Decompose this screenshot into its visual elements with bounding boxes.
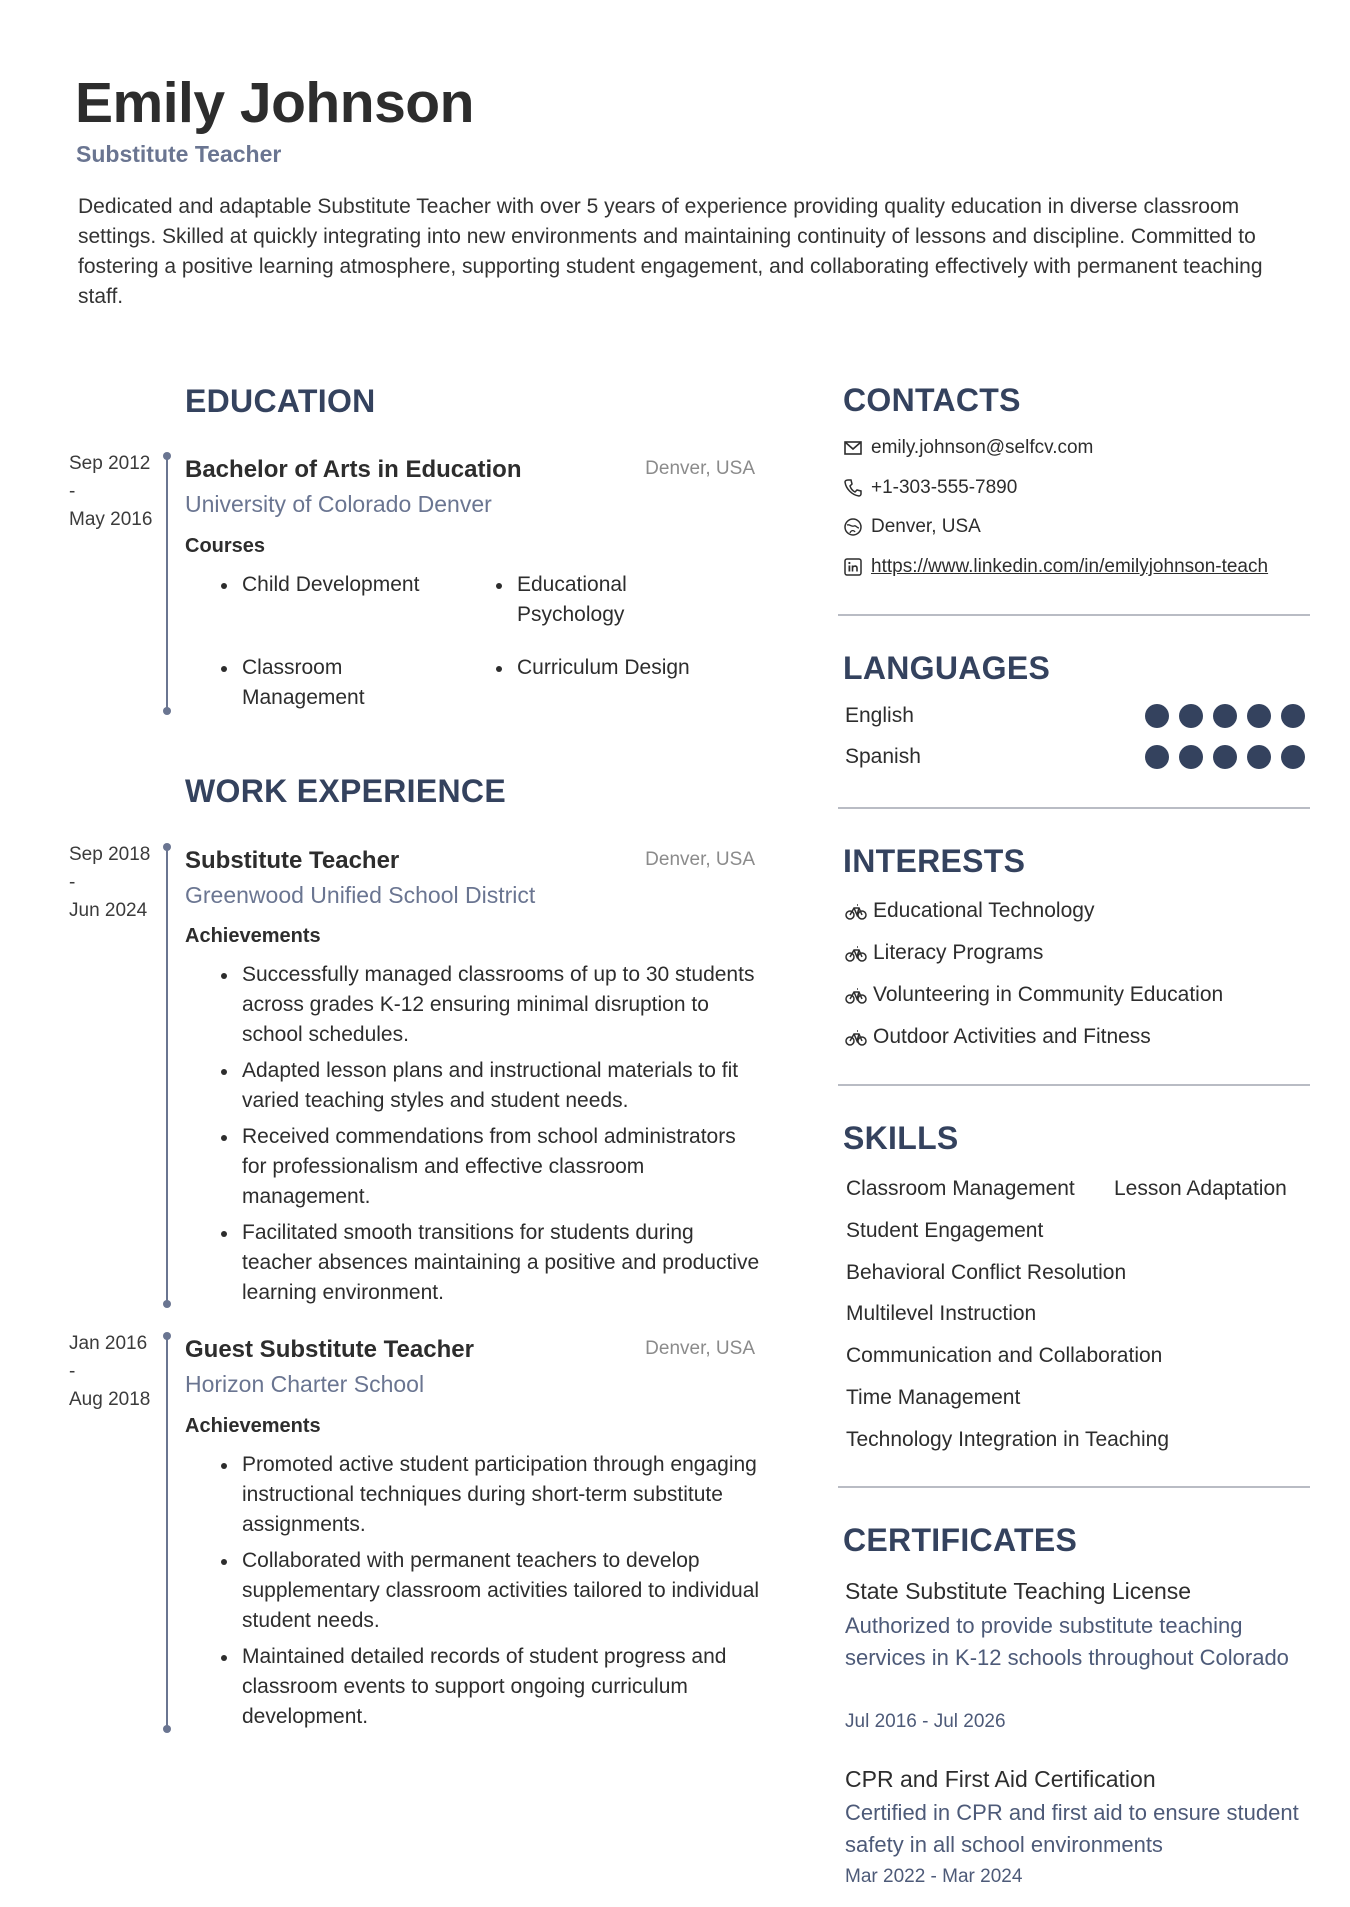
bicycle-icon <box>845 900 867 922</box>
interest-label: Outdoor Activities and Fitness <box>873 1025 1151 1048</box>
level-dot <box>1145 704 1169 728</box>
date-separator: - <box>69 481 76 502</box>
certificate-description: Certified in CPR and first aid to ensure student safety in all school environments <box>845 1800 1299 1857</box>
skill-item: Technology Integration in Teaching <box>846 1428 1170 1451</box>
date-separator: - <box>69 1361 76 1382</box>
resume-summary: Dedicated and adaptable Substitute Teacher with over 5 years of experience providing quality education in diverse classroom settings. Skilled at quickly integrating into new environments and maintaining continuity of lessons and discipline. Committed to fostering a positive learning atmosphere, supporting student engagement, and collaborating effectively with permanent teaching staff. <box>78 195 1263 308</box>
level-dot <box>1281 704 1305 728</box>
list-item: Maintained detailed records of student progress and classroom events to support ongoing curriculum development. <box>242 1642 762 1732</box>
courses-label: Courses <box>185 535 266 557</box>
skills-heading: SKILLS <box>843 1120 959 1156</box>
job-start-date: Jan 2016 <box>69 1333 148 1354</box>
timeline-line <box>166 456 168 711</box>
achievements-label: Achievements <box>185 1415 321 1437</box>
section-divider <box>838 807 1310 809</box>
timeline-dot <box>163 707 171 715</box>
timeline-dot <box>163 1725 171 1733</box>
education-end-date: May 2016 <box>69 509 153 530</box>
job-end-date: Aug 2018 <box>69 1389 151 1410</box>
contact-location <box>843 516 981 538</box>
phone-icon <box>843 478 863 498</box>
level-dot <box>1179 704 1203 728</box>
education-heading: EDUCATION <box>185 383 376 419</box>
job-organization: Horizon Charter School <box>185 1371 425 1397</box>
bicycle-icon <box>845 1026 867 1048</box>
section-divider <box>838 614 1310 616</box>
timeline-dot <box>163 1300 171 1308</box>
education-start-date: Sep 2012 <box>69 453 151 474</box>
level-dot <box>1281 745 1305 769</box>
course-item: Educational Psychology <box>517 570 697 630</box>
job-role: Guest Substitute Teacher <box>185 1336 474 1363</box>
course-item: Classroom Management <box>242 653 422 713</box>
globe-icon <box>843 517 863 537</box>
skill-item: Classroom Management <box>846 1177 1075 1200</box>
achievements-list <box>242 960 762 1314</box>
education-degree: Bachelor of Arts in Education <box>185 456 522 483</box>
list-item: Received commendations from school administrators for professionalism and effective classroom management. <box>242 1122 762 1212</box>
certificate-description: Authorized to provide substitute teaching services in K-12 schools throughout Colorado <box>845 1613 1289 1670</box>
list-item: Facilitated smooth transitions for students during teacher absences maintaining a positive and productive learning environment. <box>242 1218 762 1308</box>
list-item: Promoted active student participation through engaging instructional techniques during short-term substitute assignments. <box>242 1450 762 1540</box>
bicycle-icon <box>845 984 867 1006</box>
certificate-dates: Jul 2016 - Jul 2026 <box>845 1711 1006 1732</box>
level-dot <box>1247 704 1271 728</box>
contact-linkedin <box>843 556 1268 578</box>
email-text[interactable]: emily.johnson@selfcv.com <box>871 437 1094 458</box>
resume-name: Emily Johnson <box>75 71 474 135</box>
education-location: Denver, USA <box>645 458 755 479</box>
interest-label: Volunteering in Community Education <box>873 983 1224 1006</box>
skill-item: Lesson Adaptation <box>1114 1177 1287 1200</box>
certificate-name: State Substitute Teaching License <box>845 1578 1192 1604</box>
contact-email <box>843 437 1093 459</box>
contacts-heading: CONTACTS <box>843 382 1021 418</box>
certificate-name: CPR and First Aid Certification <box>845 1766 1156 1792</box>
level-dot <box>1213 704 1237 728</box>
location-text: Denver, USA <box>871 516 981 537</box>
level-dot <box>1213 745 1237 769</box>
languages-heading: LANGUAGES <box>843 650 1051 686</box>
language-row <box>845 745 1305 769</box>
timeline-line <box>166 847 168 1304</box>
interests-heading: INTERESTS <box>843 843 1026 879</box>
language-name: Spanish <box>845 745 921 768</box>
course-item: Curriculum Design <box>517 653 737 683</box>
bicycle-icon <box>845 942 867 964</box>
achievements-label: Achievements <box>185 925 321 947</box>
language-name: English <box>845 704 914 727</box>
linkedin-link[interactable]: https://www.linkedin.com/in/emilyjohnson-teach <box>871 556 1269 577</box>
job-start-date: Sep 2018 <box>69 844 151 865</box>
interest-item <box>845 983 1223 1007</box>
certificates-heading: CERTIFICATES <box>843 1522 1078 1558</box>
skill-item: Multilevel Instruction <box>846 1302 1037 1325</box>
job-organization: Greenwood Unified School District <box>185 882 536 908</box>
certificate-dates: Mar 2022 - Mar 2024 <box>845 1866 1023 1887</box>
date-separator: - <box>69 872 76 893</box>
level-dot <box>1247 745 1271 769</box>
interest-item <box>845 1025 1151 1049</box>
language-row <box>845 704 1305 728</box>
skill-item: Behavioral Conflict Resolution <box>846 1261 1127 1284</box>
work-heading: WORK EXPERIENCE <box>185 773 506 809</box>
list-item: Successfully managed classrooms of up to 30 students across grades K-12 ensuring minimal disruption to school schedules. <box>242 960 762 1050</box>
resume-job-title: Substitute Teacher <box>76 141 282 167</box>
interest-item <box>845 941 1043 965</box>
envelope-icon <box>843 438 863 458</box>
phone-text[interactable]: +1-303-555-7890 <box>871 477 1018 498</box>
level-dot <box>1179 745 1203 769</box>
interest-label: Literacy Programs <box>873 941 1044 964</box>
achievements-list <box>242 1450 762 1738</box>
list-item: Collaborated with permanent teachers to develop supplementary classroom activities tailored to individual student needs. <box>242 1546 762 1636</box>
interest-label: Educational Technology <box>873 899 1095 922</box>
section-divider <box>838 1084 1310 1086</box>
interest-item <box>845 899 1094 923</box>
linkedin-icon <box>843 557 863 577</box>
skill-item: Student Engagement <box>846 1219 1044 1242</box>
list-item: Adapted lesson plans and instructional materials to fit varied teaching styles and student needs. <box>242 1056 762 1116</box>
skill-item: Time Management <box>846 1386 1021 1409</box>
section-divider <box>838 1486 1310 1488</box>
level-dot <box>1145 745 1169 769</box>
job-end-date: Jun 2024 <box>69 900 148 921</box>
job-location: Denver, USA <box>645 1338 755 1359</box>
education-school: University of Colorado Denver <box>185 491 492 517</box>
timeline-line <box>166 1336 168 1729</box>
language-level-dots <box>1145 704 1305 728</box>
language-level-dots <box>1145 745 1305 769</box>
skill-item: Communication and Collaboration <box>846 1344 1163 1367</box>
job-location: Denver, USA <box>645 849 755 870</box>
course-item: Child Development <box>242 570 462 600</box>
job-role: Substitute Teacher <box>185 847 400 874</box>
contact-phone <box>843 477 1017 499</box>
